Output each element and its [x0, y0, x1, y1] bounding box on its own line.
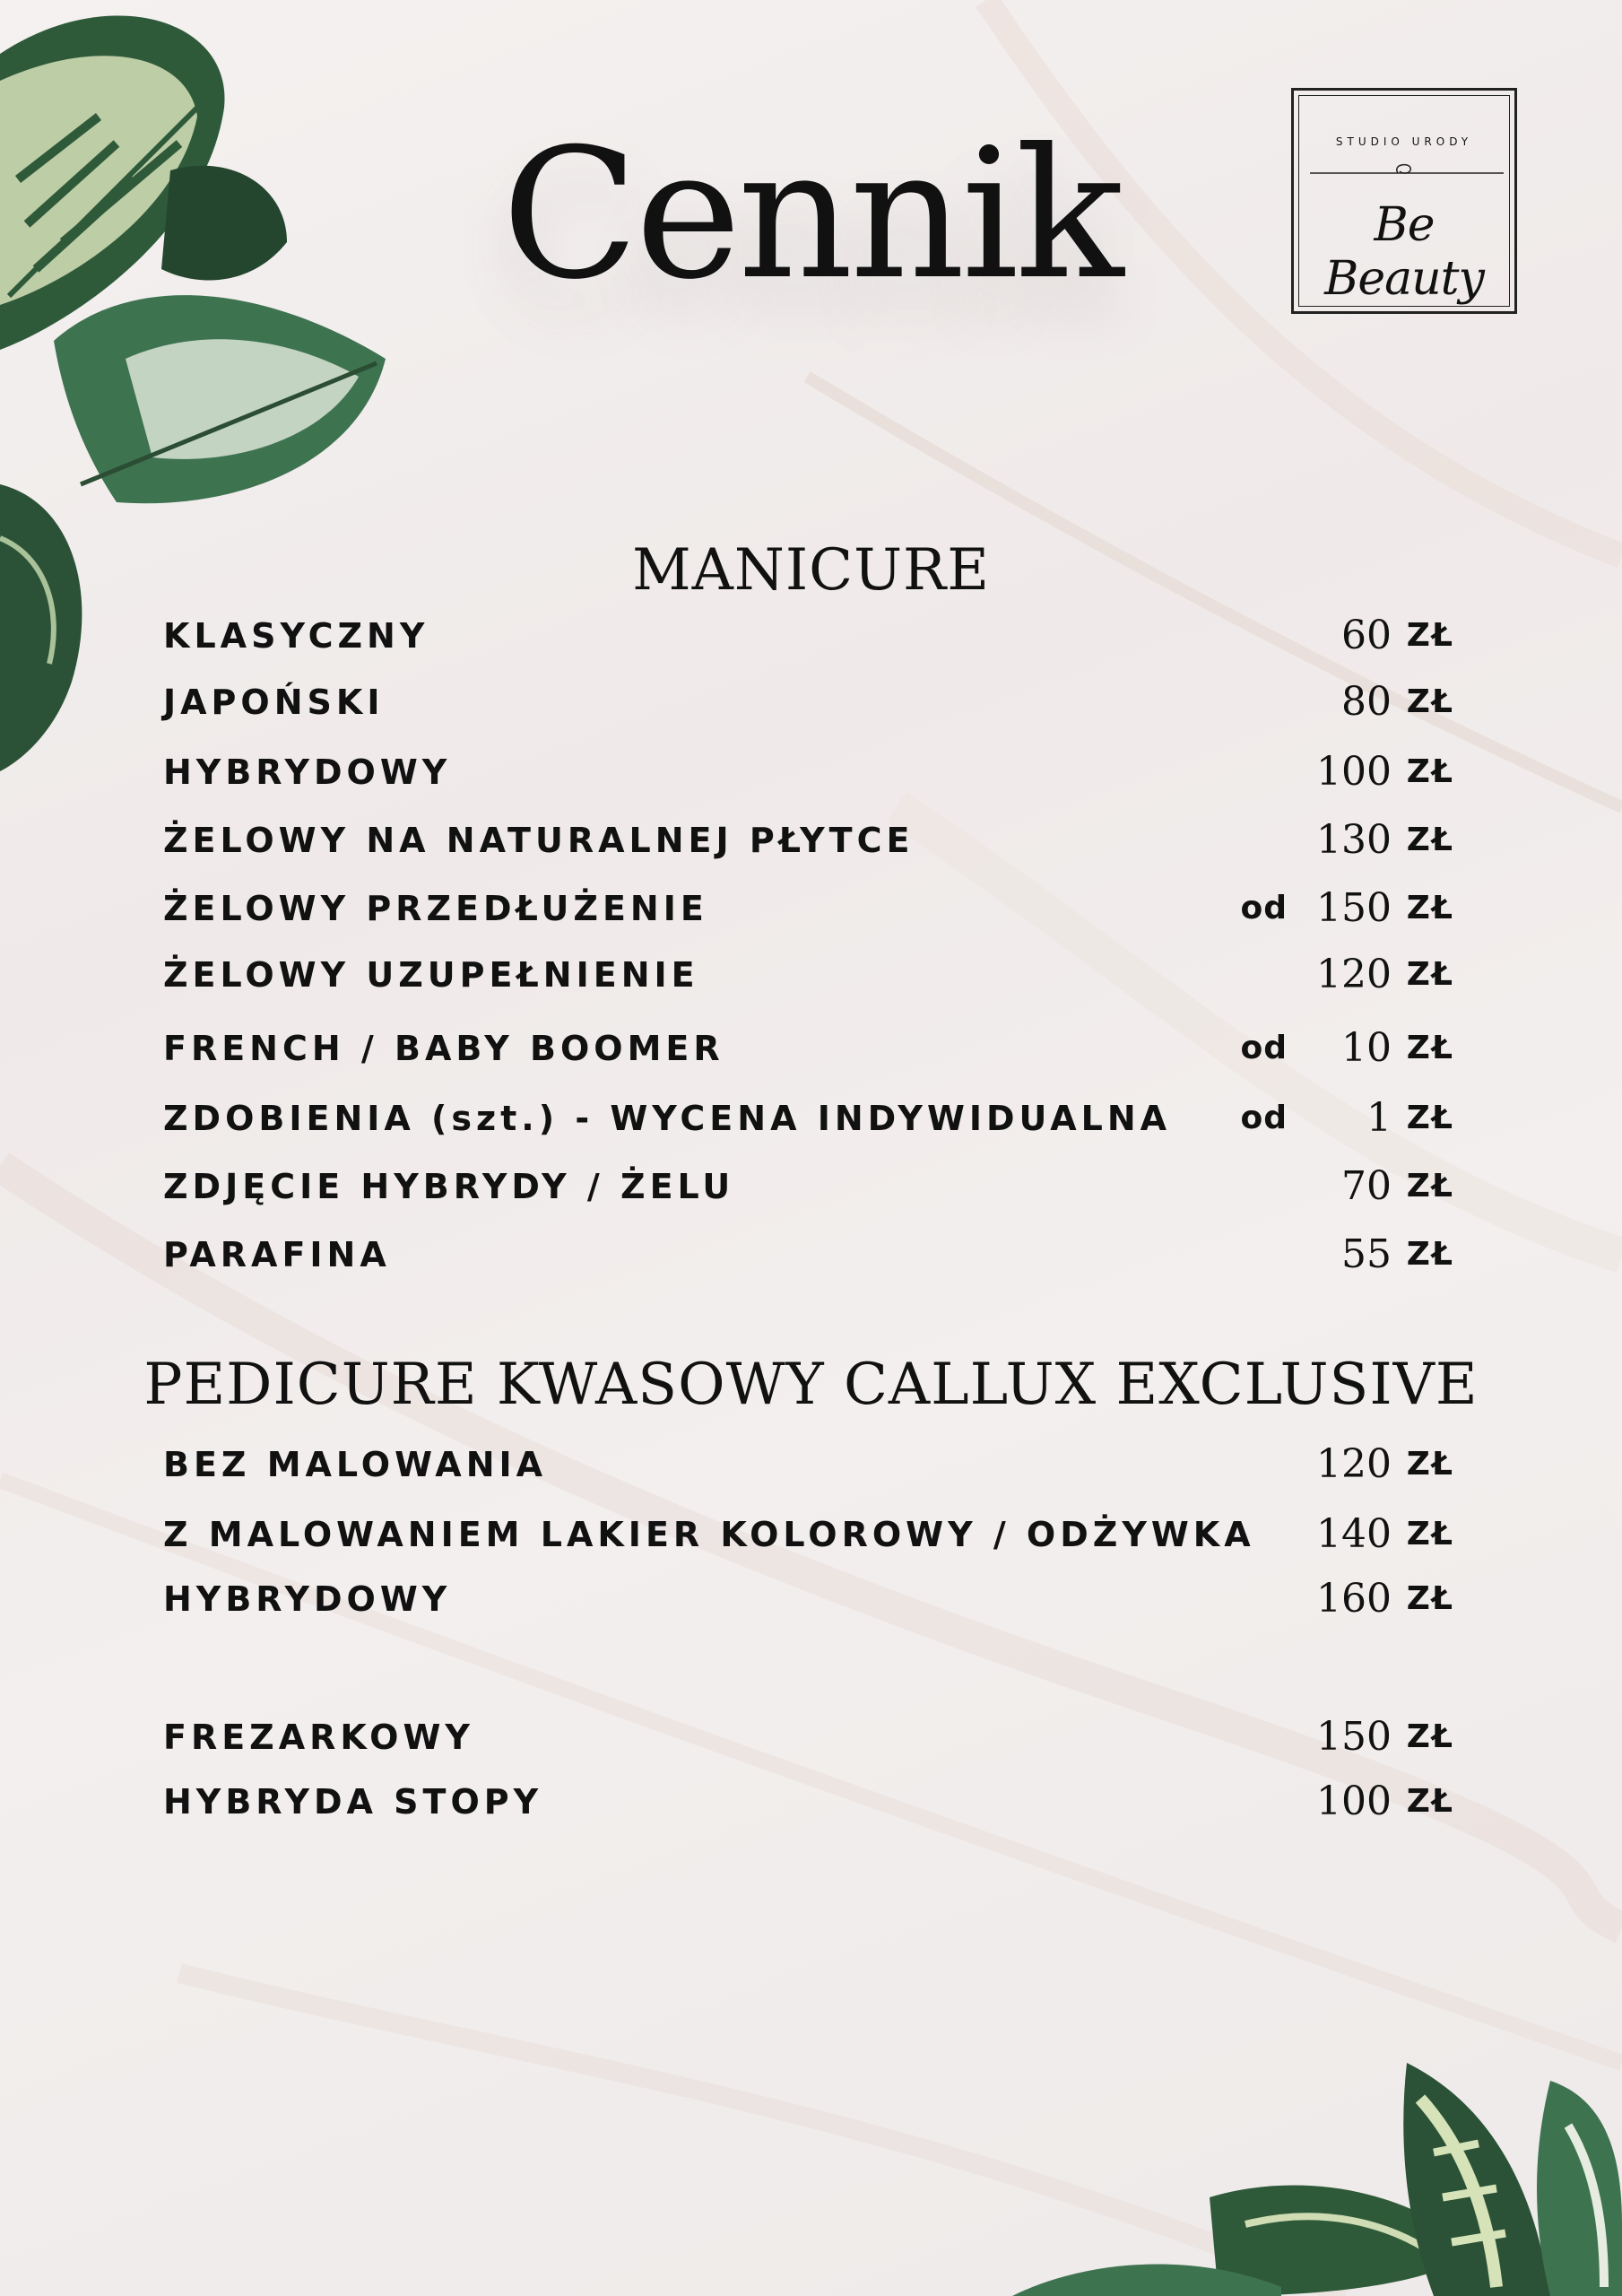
currency: ZŁ — [1406, 1516, 1454, 1552]
currency: ZŁ — [1406, 753, 1454, 790]
service-price: 10 — [1341, 1025, 1392, 1071]
currency: ZŁ — [1406, 1030, 1454, 1066]
service-name: ZDOBIENIA (szt.) - WYCENA INDYWIDUALNA — [163, 1099, 1172, 1138]
service-price: 150 — [1316, 885, 1392, 931]
service-name: HYBRYDOWY — [163, 1579, 452, 1619]
service-price: 120 — [1316, 1441, 1392, 1487]
logo-divider-icon — [1310, 161, 1504, 178]
price-row — [163, 818, 1454, 863]
service-name: FRENCH / BABY BOOMER — [163, 1029, 724, 1068]
service-price: 100 — [1316, 749, 1392, 795]
service-name: Z MALOWANIEM LAKIER KOLOROWY / ODŻYWKA — [163, 1515, 1255, 1554]
section-title-manicure: MANICURE — [632, 537, 990, 604]
currency: ZŁ — [1406, 1783, 1454, 1820]
currency: ZŁ — [1406, 1580, 1454, 1617]
price-row — [163, 1779, 1454, 1824]
price-row — [163, 1512, 1454, 1557]
price-row — [163, 1577, 1454, 1622]
price-row — [163, 680, 1454, 725]
service-name: BEZ MALOWANIA — [163, 1445, 548, 1484]
price-row — [163, 1164, 1454, 1209]
price-row — [163, 1442, 1454, 1487]
logo-brand-name: Be Beauty — [1324, 198, 1484, 306]
price-row — [163, 1232, 1454, 1277]
service-name: ŻELOWY PRZEDŁUŻENIE — [163, 889, 708, 928]
currency: ZŁ — [1406, 1168, 1454, 1205]
currency: ZŁ — [1406, 1718, 1454, 1755]
price-row — [163, 613, 1454, 658]
logo-studio-text: STUDIO URODY — [1335, 135, 1473, 148]
service-price: 1 — [1366, 1095, 1392, 1141]
price-row — [163, 1026, 1454, 1071]
service-name: ŻELOWY NA NATURALNEJ PŁYTCE — [163, 821, 915, 860]
section-title-pedicure: PEDICURE KWASOWY CALLUX EXCLUSIVE — [143, 1352, 1479, 1418]
service-name: ŻELOWY UZUPEŁNIENIE — [163, 955, 699, 995]
service-price: 60 — [1341, 613, 1392, 658]
service-name: HYBRYDA STOPY — [163, 1782, 543, 1822]
service-price: 160 — [1316, 1576, 1392, 1622]
service-name: KLASYCZNY — [163, 616, 429, 656]
service-name: FREZARKOWY — [163, 1718, 474, 1757]
price-prefix: od — [1240, 890, 1288, 926]
service-name: HYBRYDOWY — [163, 752, 452, 792]
service-name: ZDJĘCIE HYBRYDY / ŻELU — [163, 1167, 735, 1206]
service-price: 130 — [1316, 817, 1392, 863]
service-price: 140 — [1316, 1511, 1392, 1557]
currency: ZŁ — [1406, 617, 1454, 654]
service-price: 80 — [1341, 679, 1392, 725]
service-price: 55 — [1341, 1231, 1392, 1277]
service-price: 70 — [1341, 1163, 1392, 1209]
leaves-bottom-right-decoration — [1012, 2045, 1622, 2296]
service-price: 150 — [1316, 1714, 1392, 1760]
price-prefix: od — [1240, 1100, 1288, 1136]
page-title: Cennik — [501, 110, 1121, 319]
price-row — [163, 750, 1454, 795]
price-prefix: od — [1240, 1030, 1288, 1066]
price-row — [163, 886, 1454, 931]
currency: ZŁ — [1406, 1100, 1454, 1136]
studio-logo — [1291, 88, 1517, 314]
service-name: PARAFINA — [163, 1235, 391, 1274]
currency: ZŁ — [1406, 890, 1454, 926]
service-price: 100 — [1316, 1779, 1392, 1824]
currency: ZŁ — [1406, 1446, 1454, 1483]
currency: ZŁ — [1406, 956, 1454, 993]
currency: ZŁ — [1406, 1236, 1454, 1273]
currency: ZŁ — [1406, 683, 1454, 720]
service-price: 120 — [1316, 952, 1392, 997]
price-row — [163, 1096, 1454, 1141]
price-row — [163, 1715, 1454, 1760]
currency: ZŁ — [1406, 822, 1454, 858]
service-name: JAPOŃSKI — [163, 683, 385, 722]
price-row — [163, 952, 1454, 997]
